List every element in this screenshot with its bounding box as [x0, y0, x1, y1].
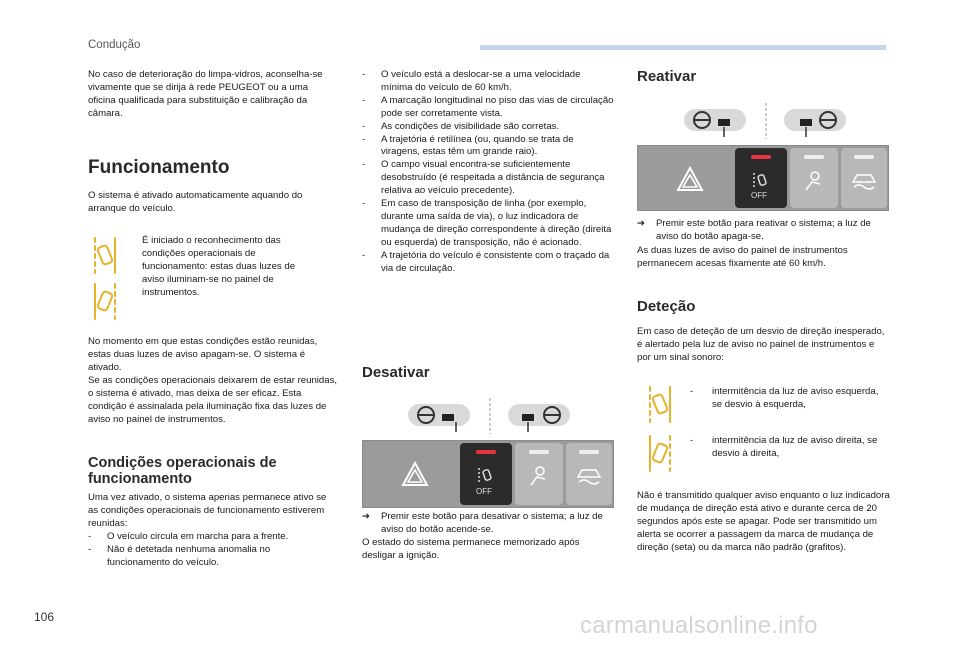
list-item: - O veículo circula em marcha para a frente. — [88, 531, 289, 542]
traction-control-button[interactable] — [566, 443, 612, 505]
car-skid-icon — [575, 465, 603, 487]
driver-icon — [527, 465, 551, 487]
button-led-off — [579, 450, 599, 454]
heading-condicoes: Condições operacionais de funcionamento — [88, 455, 277, 487]
lane-assist-off-button[interactable] — [735, 148, 787, 208]
section-title: Condução — [88, 39, 141, 51]
steering-pictograms-desativar — [404, 398, 576, 434]
list-item: - Não é detetada nenhuma anomalia no funcionamento do veículo. — [88, 543, 271, 568]
list-item: - A marcação longitudinal no piso das vias de circulação pode ser corretamente vista. — [362, 94, 614, 119]
heading-detecao: Deteção — [637, 298, 696, 315]
off-label: OFF — [751, 191, 767, 200]
list-item: - O veículo está a deslocar-se a uma velocidade mínima do veículo de 60 km/h. — [362, 69, 581, 93]
traction-control-button[interactable] — [841, 148, 887, 208]
button-panel-desativar — [362, 440, 614, 508]
lane-warning-icon-right — [92, 282, 118, 320]
dash-bullet: - — [690, 435, 694, 446]
steering-wheel-icon — [680, 103, 852, 139]
paragraph-conditions: Se as condições operacionais deixarem de estar reunidas, o sistema é ativado, mas deixa de ser eficaz. Esta condição é assinalada pela iluminação fixa das luzes de aviso no painel de instrumentos. — [88, 375, 338, 425]
lane-warning-icon-left — [647, 385, 673, 423]
lane-warning-icon-right — [647, 434, 673, 472]
paragraph-remain: As duas luzes de aviso do painel de instrumentos permanecem acesas fixamente até 60 km/h. — [637, 245, 848, 269]
detection-left-item: - intermitência da luz de aviso esquerda, se desvio à esquerda, — [690, 386, 879, 410]
button-panel-reativar — [637, 145, 889, 211]
paragraph-memorized: O estado do sistema permanece memorizado após desligar a ignição. — [362, 537, 580, 561]
dash-bullet: - — [690, 386, 694, 397]
car-skid-icon — [850, 170, 878, 192]
list-item: - O campo visual encontra-se suficientemente desobstruído (é respeitada a distância de segurança relativa ao veículo precedente). — [362, 159, 605, 197]
conditions-list-continued — [362, 69, 614, 276]
hazard-icon — [676, 166, 704, 192]
heading-funcionamento: Funcionamento — [88, 157, 230, 178]
lane-assist-off-button[interactable] — [460, 443, 512, 505]
button-led-off — [854, 155, 874, 159]
list-item: - Em caso de transposição de linha (por exemplo, durante uma saída de via), o luz indicadora de mudança de direção correspondente à direção (direita ou esquerda) de transposição, não é acionado. — [362, 198, 612, 248]
paragraph-moment: No momento em que estas condições estão reunidas, estas duas luzes de aviso apagam-se. O sistema é ativado. — [88, 336, 318, 373]
lane-assist-icon — [752, 172, 770, 188]
paragraph-once: Uma vez ativado, o sistema apenas permanece ativo se as condições operacionais de funcionamento estiverem reunidas: — [88, 492, 327, 529]
driver-attention-button[interactable] — [790, 148, 838, 208]
off-label: OFF — [476, 487, 492, 496]
list-item: - A trajetória do veículo é consistente com o traçado da via de circulação. — [362, 249, 610, 274]
button-led-off — [529, 450, 549, 454]
page-number: 106 — [34, 610, 55, 624]
conditions-list-start — [88, 531, 328, 570]
desativar-step: ➔ Premir este botão para desativar o sistema; a luz de aviso do botão acende-se. — [362, 511, 603, 535]
paragraph-activated: O sistema é ativado automaticamente aquando do arranque do veículo. — [88, 190, 303, 214]
paragraph-no-alert: Não é transmitido qualquer aviso enquanto o luz indicadora de mudança de direção está ativo e durante cerca de 20 segundos após este se apagar. Pode ser transmitido um alerta se ocorrer a passagem da marca de mudança de direção (seta) ou da marca não padrão (grafitos). — [637, 490, 890, 553]
hazard-icon — [401, 461, 429, 487]
steering-wheel-icon — [404, 398, 576, 434]
heading-reativar: Reativar — [637, 68, 697, 85]
button-led-on — [751, 155, 771, 159]
reativar-step: ➔ Premir este botão para reativar o sistema; a luz de aviso do botão apaga-se. — [637, 218, 871, 242]
paragraph-recognition: É iniciado o reconhecimento das condições operacionais de funcionamento: estas duas luzes de aviso iluminam-se no painel de instrumentos. — [142, 235, 296, 298]
list-item: - As condições de visibilidade são corretas. — [362, 120, 560, 132]
driver-attention-button[interactable] — [515, 443, 563, 505]
list-item: - A trajetória é retilínea (ou, quando se trata de viragens, estas têm um grande raio). — [362, 133, 574, 158]
steering-pictograms-reativar — [680, 103, 852, 139]
paragraph-detection: Em caso de deteção de um desvio de direção inesperado, é alertado pela luz de aviso no painel de instrumentos e por um sinal sonoro: — [637, 326, 885, 363]
button-led-on — [476, 450, 496, 454]
header-bar — [480, 45, 886, 50]
arrow-bullet-icon: ➔ — [362, 511, 371, 522]
driver-icon — [802, 170, 826, 192]
button-led-off — [804, 155, 824, 159]
intro-paragraph: No caso de deterioração do limpa-vidros, aconselha-se vivamente que se dirija à rede PEUGEOT ou a uma oficina qualificada para substituição e calibração da câmara. — [88, 69, 323, 119]
watermark: carmanualsonline.info — [580, 612, 818, 639]
arrow-bullet-icon: ➔ — [637, 218, 646, 229]
heading-desativar: Desativar — [362, 364, 430, 381]
lane-warning-icon-left — [92, 236, 118, 274]
lane-assist-icon — [477, 467, 495, 483]
detection-right-item: - intermitência da luz de aviso direita, se desvio à direita, — [690, 435, 878, 459]
